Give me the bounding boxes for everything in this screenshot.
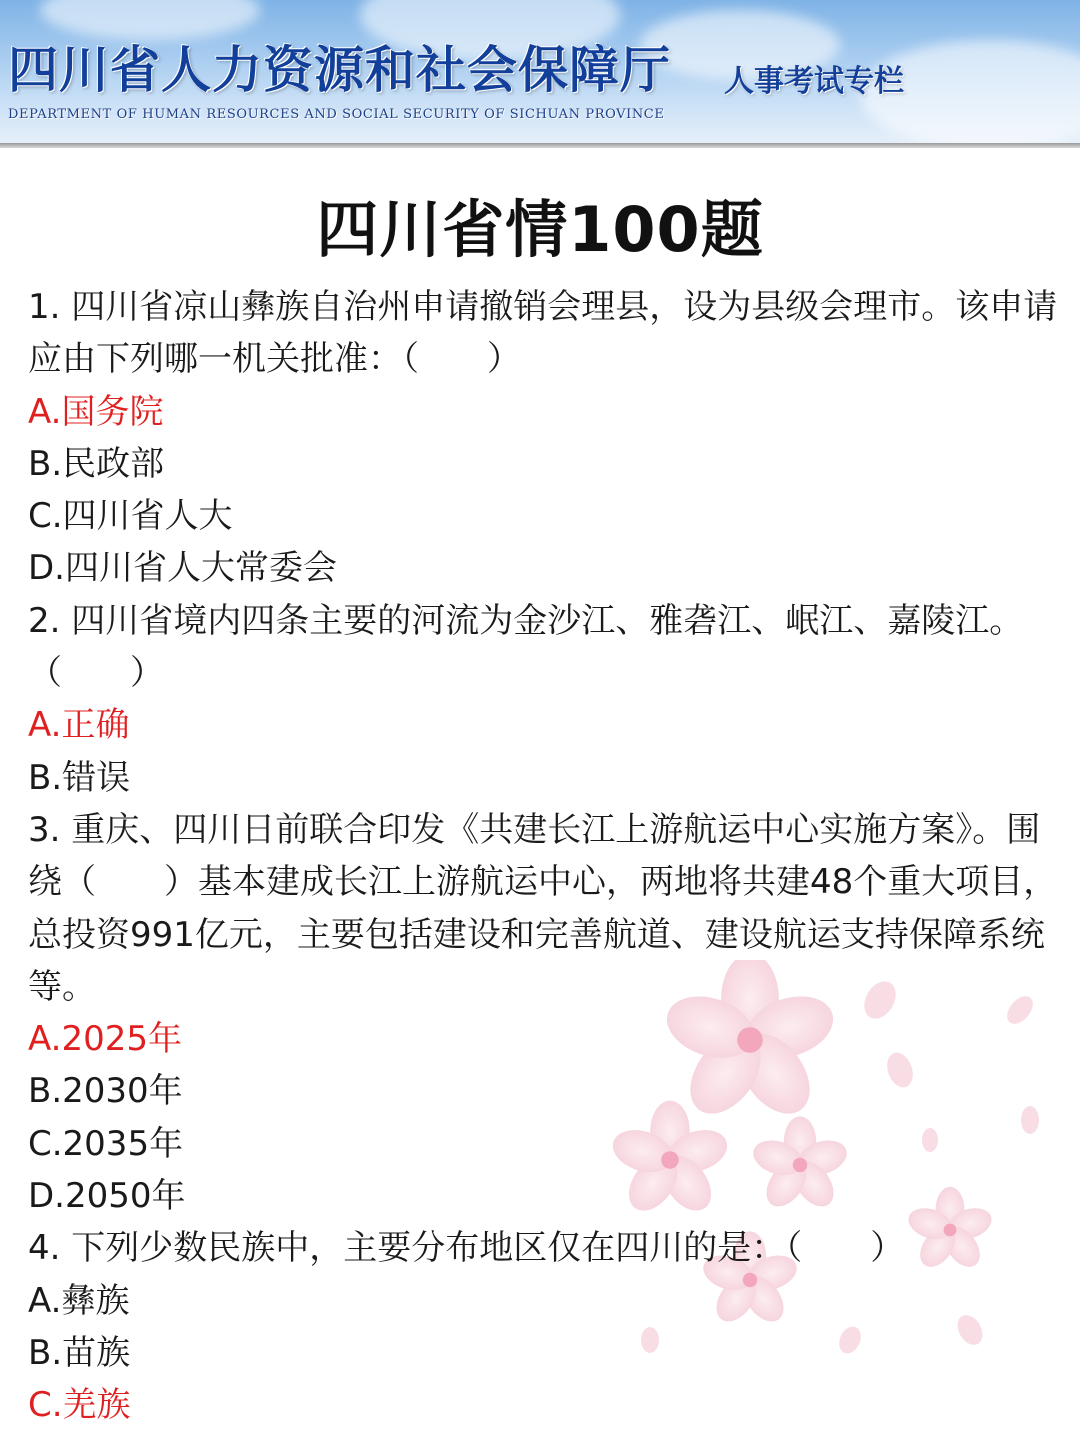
org-name-en: DEPARTMENT OF HUMAN RESOURCES AND SOCIAL SECURITY OF SICHUAN PROVINCE (8, 107, 665, 122)
page-title: 四川省情100题 (316, 193, 764, 266)
answer-option: B.2030年 (28, 1071, 183, 1112)
answer-option: B.民政部 (28, 443, 165, 484)
answer-option: C.2035年 (28, 1123, 184, 1164)
answer-option: C.四川省人大 (28, 496, 233, 537)
answer-option: B.苗族 (28, 1332, 131, 1373)
answer-option: D.2050年 (28, 1176, 186, 1217)
answer-option: A.彝族 (28, 1280, 130, 1321)
question-block (28, 1222, 1058, 1431)
column-name: 人事考试专栏 (724, 64, 904, 99)
banner-divider (0, 143, 1080, 148)
quiz-list (28, 281, 1058, 1432)
org-name: 四川省人力资源和社会保障厅 (8, 40, 671, 99)
question-text: 2. 四川省境内四条主要的河流为金沙江、雅砻江、岷江、嘉陵江。（ ） (28, 600, 1024, 694)
answer-option-correct: C.羌族 (28, 1385, 131, 1426)
question-text: 1. 四川省凉山彝族自治州申请撤销会理县，设为县级会理市。该申请应由下列哪一机关批准：（ ） (28, 287, 1058, 380)
question-block (28, 281, 1058, 595)
answer-option: B.错误 (28, 757, 131, 798)
question-text: 3. 重庆、四川日前联合印发《共建长江上游航运中心实施方案》。围绕（ ）基本建成长江上游航运中心，两地将共建48个重大项目，总投资991亿元，主要包括建设和完善航道、建设航运支持保障系统等。 (28, 809, 1058, 1007)
header-banner (0, 0, 1080, 146)
question-block (28, 595, 1058, 804)
answer-option-correct: A.正确 (28, 705, 130, 746)
question-block (28, 804, 1058, 1222)
question-text: 4. 下列少数民族中，主要分布地区仅在四川的是：（ ） (28, 1228, 905, 1269)
answer-option-correct: A.2025年 (28, 1019, 182, 1060)
answer-option-correct: A.国务院 (28, 391, 164, 432)
answer-option: D.四川省人大常委会 (28, 548, 337, 589)
